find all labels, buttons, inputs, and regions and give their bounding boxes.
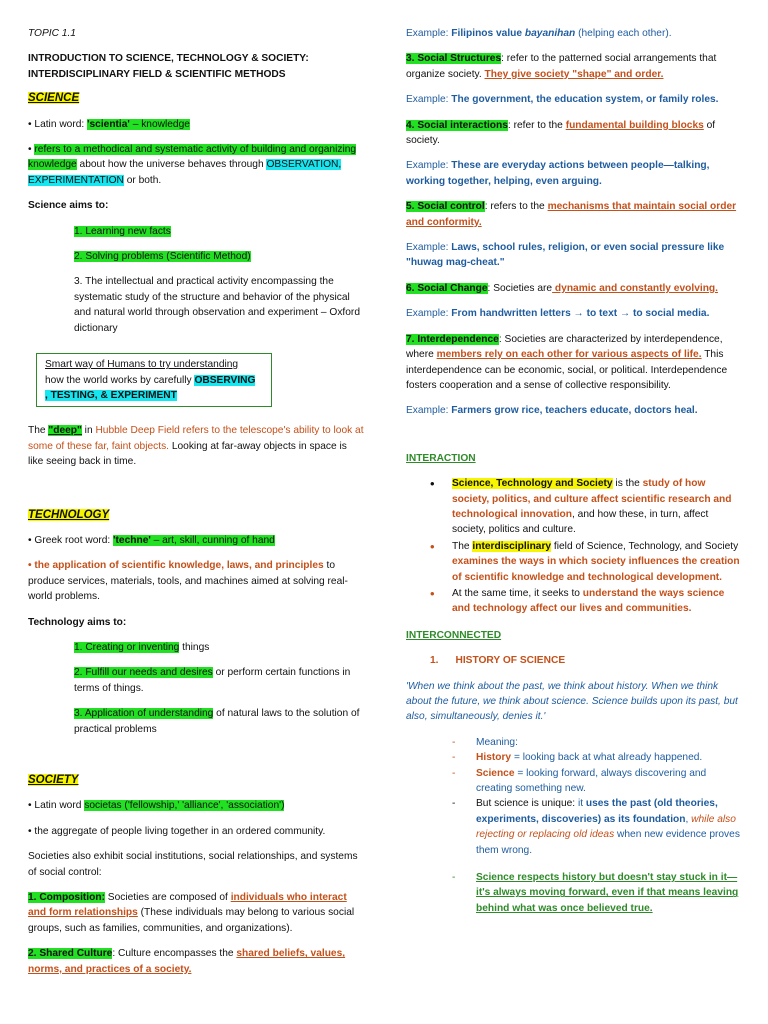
interaction-heading: INTERACTION: [406, 452, 476, 464]
interaction-list: [406, 476, 742, 617]
technology-aim-3: 3. Application of understanding of natural laws to the solution of practical problems: [74, 708, 360, 735]
list-item: • Science, Technology and Society is the study of how society, politics, and culture affect scientific research and technological innovation, and how these, in turn, affect society, politics and culture.: [430, 476, 742, 538]
technology-definition: • the application of scientific knowledge, laws, and principles to produce services, materials, tools, and machines aimed at solving real-world problems.: [28, 560, 348, 603]
technology-root: • Greek root word: 'techne' – art, skill, cunning of hand: [28, 534, 275, 546]
right-column: [406, 26, 742, 916]
society-social-structures: 3. Social Structures: refer to the patterned social arrangements that organize society. They give society "shape" and order.: [406, 53, 717, 80]
list-item: - Science = looking forward, always discovering and creating something new.: [452, 766, 742, 797]
society-latin: • Latin word societas ('fellowship,' 'alliance', 'association'): [28, 800, 285, 812]
conclusion-list: [406, 870, 742, 916]
list-item: - History = looking back at what already happened.: [452, 750, 742, 765]
technology-aim-1: 1. Creating or inventing things: [74, 641, 210, 653]
interconnected-heading: INTERCONNECTED: [406, 629, 502, 641]
example-interactions: Example: These are everyday actions between people—talking, working together, helping, even arguing.: [406, 160, 710, 187]
title-line-1: INTRODUCTION TO SCIENCE, TECHNOLOGY & SOCIETY:: [28, 53, 309, 65]
title-line-2: INTERDISCIPLINARY FIELD & SCIENTIFIC METHODS: [28, 68, 286, 80]
science-aim-3: 3. The intellectual and practical activity encompassing the systematic study of the structure and behavior of the physical and natural world through observation and experiment – Oxford dictionary: [74, 276, 360, 334]
science-aims-heading: Science aims to:: [28, 200, 109, 212]
list-item: • The interdisciplinary field of Science, Technology, and Society examines the ways in which society influences the creation of scientific knowledge and technological development.: [430, 539, 742, 585]
list-item: - Science respects history but doesn't stay stuck in it—it's always moving forward, even if that means leaving behind what was once believed true.: [452, 870, 742, 916]
science-aim-1: 1. Learning new facts: [74, 225, 171, 237]
society-interdependence: 7. Interdependence: Societies are characterized by interdependence, where members rely on each other for various aspects of life. This interdependence can be economic, social, or political. Interdependence fosters cooperation and a sense of collective responsibility.: [406, 333, 728, 391]
example-interdependence: Example: Farmers grow rice, teachers educate, doctors heal.: [406, 405, 698, 417]
left-column: [28, 26, 364, 977]
list-item: • At the same time, it seeks to understand the ways science and technology affect our lives and communities.: [430, 586, 742, 617]
history-of-science-heading: 1. HISTORY OF SCIENCE: [430, 655, 566, 667]
list-item: - Meaning:: [452, 735, 742, 750]
history-quote: 'When we think about the past, we think about history. When we think about the future, we think about science. Science builds upon its past, but also, simultaneously, denies it.': [406, 680, 738, 723]
example-structures: Example: The government, the education system, or family roles.: [406, 94, 719, 106]
society-shared-culture: 2. Shared Culture: Culture encompasses the shared beliefs, values, norms, and practices of a society.: [28, 948, 346, 975]
topic-label: TOPIC 1.1: [28, 28, 76, 39]
society-social-control: 5. Social control: refers to the mechanisms that maintain social order and conformity.: [406, 201, 737, 228]
society-composition: 1. Composition: Societies are composed of individuals who interact and form relationships (These individuals may belong to various social groups, such as families, communities, and organizations).: [28, 892, 355, 934]
science-aim-2: 2. Solving problems (Scientific Method): [74, 251, 251, 263]
technology-heading: TECHNOLOGY: [28, 508, 110, 521]
society-institutions: Societies also exhibit social institutions, social relationships, and systems of social control:: [28, 851, 358, 878]
society-social-change: 6. Social Change: Societies are dynamic and constantly evolving.: [406, 282, 718, 294]
science-latin: • Latin word: 'scientia' – knowledge: [28, 118, 190, 130]
science-heading: SCIENCE: [28, 92, 80, 105]
technology-aim-2: 2. Fulfill our needs and desires or perform certain functions in terms of things.: [74, 667, 351, 694]
society-aggregate: • the aggregate of people living together in an ordered community.: [28, 825, 326, 837]
example-change: Example: From handwritten letters → to text → to social media.: [406, 308, 710, 320]
example-control: Example: Laws, school rules, religion, or even social pressure like "huwag mag-cheat.": [406, 242, 725, 269]
society-heading: SOCIETY: [28, 774, 79, 786]
list-item: - But science is unique: it uses the past (old theories, experiments, discoveries) as its foundation, while also rejecting or replacing old ideas when new evidence proves them wrong.: [452, 796, 742, 858]
science-summary-box: Smart way of Humans to try understanding how the world works by carefully OBSERVING , TESTING, & EXPERIMENT: [36, 353, 272, 407]
science-definition: • refers to a methodical and systematic activity of building and organizing knowledge about how the universe behaves through OBSERVATION, EXPERIMENTATION or both.: [28, 144, 357, 186]
meaning-list: [406, 735, 742, 858]
society-social-interactions: 4. Social interactions: refer to the fundamental building blocks of society.: [406, 119, 716, 147]
example-bayanihan: Example: Filipinos value bayanihan (helping each other).: [406, 28, 672, 39]
hubble-deep-field-note: The "deep" in Hubble Deep Field refers to the telescope's ability to look at some of these far, faint objects. Looking at far-away objects in space is like seeing back in time.: [28, 425, 364, 468]
technology-aims-heading: Technology aims to:: [28, 616, 127, 628]
